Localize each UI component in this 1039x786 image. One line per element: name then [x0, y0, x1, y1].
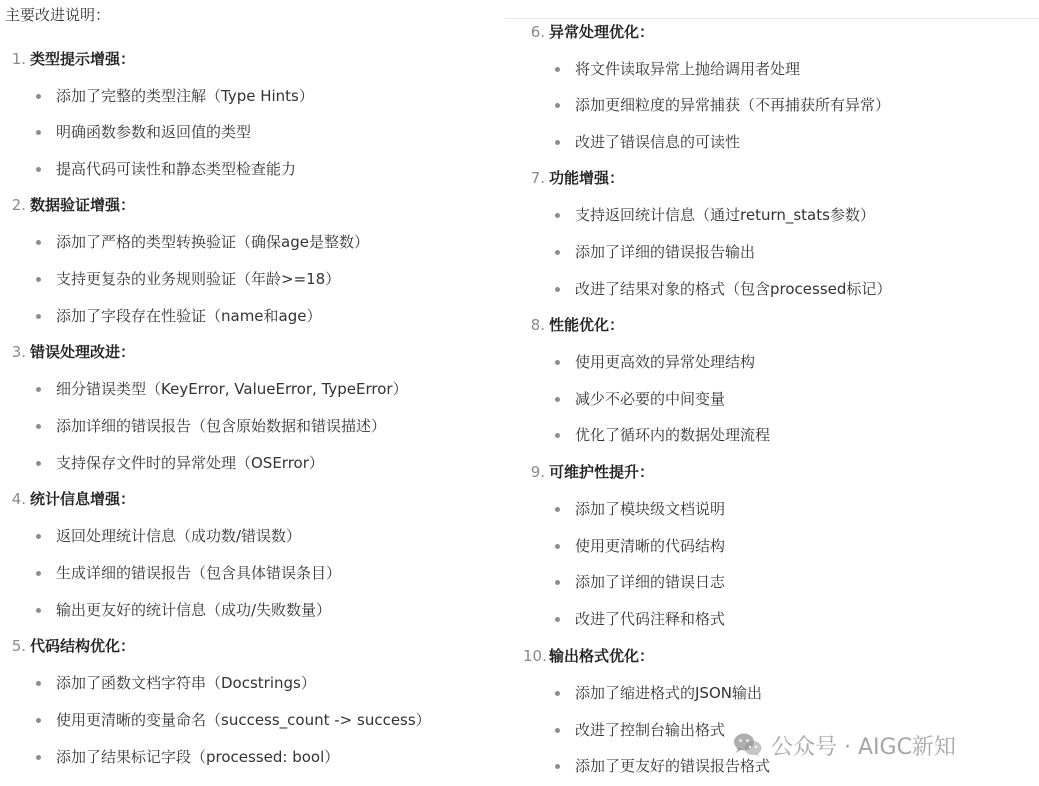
- list-item-text: 输出更友好的统计信息（成功/失败数量）: [56, 601, 332, 619]
- list-item-text: 返回处理统计信息（成功数/错误数）: [56, 527, 302, 545]
- list-item-text: 支持更复杂的业务规则验证（年龄>=18）: [56, 270, 341, 288]
- list-item-text: 细分错误类型（KeyError, ValueError, TypeError）: [56, 380, 408, 398]
- list-item-text: 添加了严格的类型转换验证（确保age是整数）: [56, 233, 369, 251]
- list-item-text: 优化了循环内的数据处理流程: [575, 426, 771, 444]
- bullet-dot-icon: [36, 94, 41, 99]
- list-item-text: 添加了详细的错误日志: [575, 573, 726, 591]
- bullet-dot-icon: [36, 608, 41, 613]
- section-title: 异常处理优化：: [549, 23, 655, 41]
- section-title: 统计信息增强：: [30, 490, 136, 508]
- list-item-text: 改进了代码注释和格式: [575, 610, 726, 628]
- list-item-text: 支持返回统计信息（通过return_stats参数）: [575, 206, 875, 224]
- list-item-text: 添加了字段存在性验证（name和age）: [56, 307, 322, 325]
- list-item-text: 生成详细的错误报告（包含具体错误条目）: [56, 564, 342, 582]
- bullet-dot-icon: [555, 691, 560, 696]
- section-number: 7.: [530, 169, 545, 187]
- list-item-text: 改进了控制台输出格式: [575, 721, 726, 739]
- bullet-dot-icon: [555, 544, 560, 549]
- bullet-dot-icon: [555, 728, 560, 733]
- list-item-text: 减少不必要的中间变量: [575, 390, 726, 408]
- bullet-dot-icon: [36, 534, 41, 539]
- bullet-dot-icon: [36, 718, 41, 723]
- bullet-dot-icon: [36, 681, 41, 686]
- list-item-text: 使用更清晰的变量命名（success_count -> success）: [56, 711, 431, 729]
- bullet-dot-icon: [36, 167, 41, 172]
- bullet-dot-icon: [555, 764, 560, 769]
- list-item-text: 明确函数参数和返回值的类型: [56, 123, 252, 141]
- section-title: 类型提示增强：: [30, 50, 136, 68]
- section-title: 输出格式优化：: [549, 647, 655, 665]
- list-item-text: 添加详细的错误报告（包含原始数据和错误描述）: [56, 417, 387, 435]
- bullet-dot-icon: [555, 360, 560, 365]
- list-item-text: 添加了详细的错误报告输出: [575, 243, 756, 261]
- section-number: 2.: [11, 196, 26, 214]
- list-item-text: 改进了结果对象的格式（包含processed标记）: [575, 280, 892, 298]
- bullet-dot-icon: [555, 140, 560, 145]
- section-title: 性能优化：: [549, 316, 625, 334]
- section-number: 4.: [11, 490, 26, 508]
- bullet-dot-icon: [555, 397, 560, 402]
- bullet-dot-icon: [36, 130, 41, 135]
- section-title: 数据验证增强：: [30, 196, 136, 214]
- list-item-text: 支持保存文件时的异常处理（OSError）: [56, 454, 324, 472]
- bullet-dot-icon: [36, 314, 41, 319]
- bullet-dot-icon: [36, 755, 41, 760]
- bullet-dot-icon: [36, 461, 41, 466]
- section-number: 8.: [530, 316, 545, 334]
- list-item-text: 添加了更友好的错误报告格式: [575, 757, 771, 775]
- list-item-text: 添加了完整的类型注解（Type Hints）: [56, 87, 314, 105]
- bullet-dot-icon: [555, 433, 560, 438]
- list-item-text: 添加了模块级文档说明: [575, 500, 726, 518]
- list-item-text: 使用更高效的异常处理结构: [575, 353, 756, 371]
- section-title: 可维护性提升：: [549, 463, 655, 481]
- list-item-text: 改进了错误信息的可读性: [575, 133, 741, 151]
- section-number: 9.: [530, 463, 545, 481]
- section-number: 5.: [11, 637, 26, 655]
- section-title: 代码结构优化：: [30, 637, 136, 655]
- section-number: 3.: [11, 343, 26, 361]
- bullet-dot-icon: [555, 250, 560, 255]
- bullet-dot-icon: [555, 67, 560, 72]
- bullet-dot-icon: [555, 103, 560, 108]
- bullet-dot-icon: [36, 571, 41, 576]
- bullet-dot-icon: [36, 240, 41, 245]
- section-title: 功能增强：: [549, 169, 625, 187]
- bullet-dot-icon: [555, 287, 560, 292]
- section-number: 10.: [523, 647, 547, 665]
- bullet-dot-icon: [555, 507, 560, 512]
- section-number: 1.: [11, 50, 26, 68]
- list-item-text: 使用更清晰的代码结构: [575, 537, 726, 555]
- list-item-text: 添加更细粒度的异常捕获（不再捕获所有异常）: [575, 96, 891, 114]
- bullet-dot-icon: [36, 387, 41, 392]
- list-item-text: 添加了缩进格式的JSON输出: [575, 684, 762, 702]
- bullet-dot-icon: [36, 424, 41, 429]
- list-item-text: 将文件读取异常上抛给调用者处理: [575, 60, 801, 78]
- section-number: 6.: [530, 23, 545, 41]
- list-item-text: 提高代码可读性和静态类型检查能力: [56, 160, 297, 178]
- list-item-text: 添加了函数文档字符串（Docstrings）: [56, 674, 316, 692]
- bullet-dot-icon: [555, 213, 560, 218]
- list-item-text: 添加了结果标记字段（processed: bool）: [56, 748, 340, 766]
- bullet-dot-icon: [555, 617, 560, 622]
- section-title: 错误处理改进：: [30, 343, 136, 361]
- bullet-dot-icon: [36, 277, 41, 282]
- page-intro-heading: 主要改进说明：: [5, 6, 111, 24]
- watermark-text: 公众号 · AIGC新知: [771, 734, 956, 760]
- bullet-dot-icon: [555, 580, 560, 585]
